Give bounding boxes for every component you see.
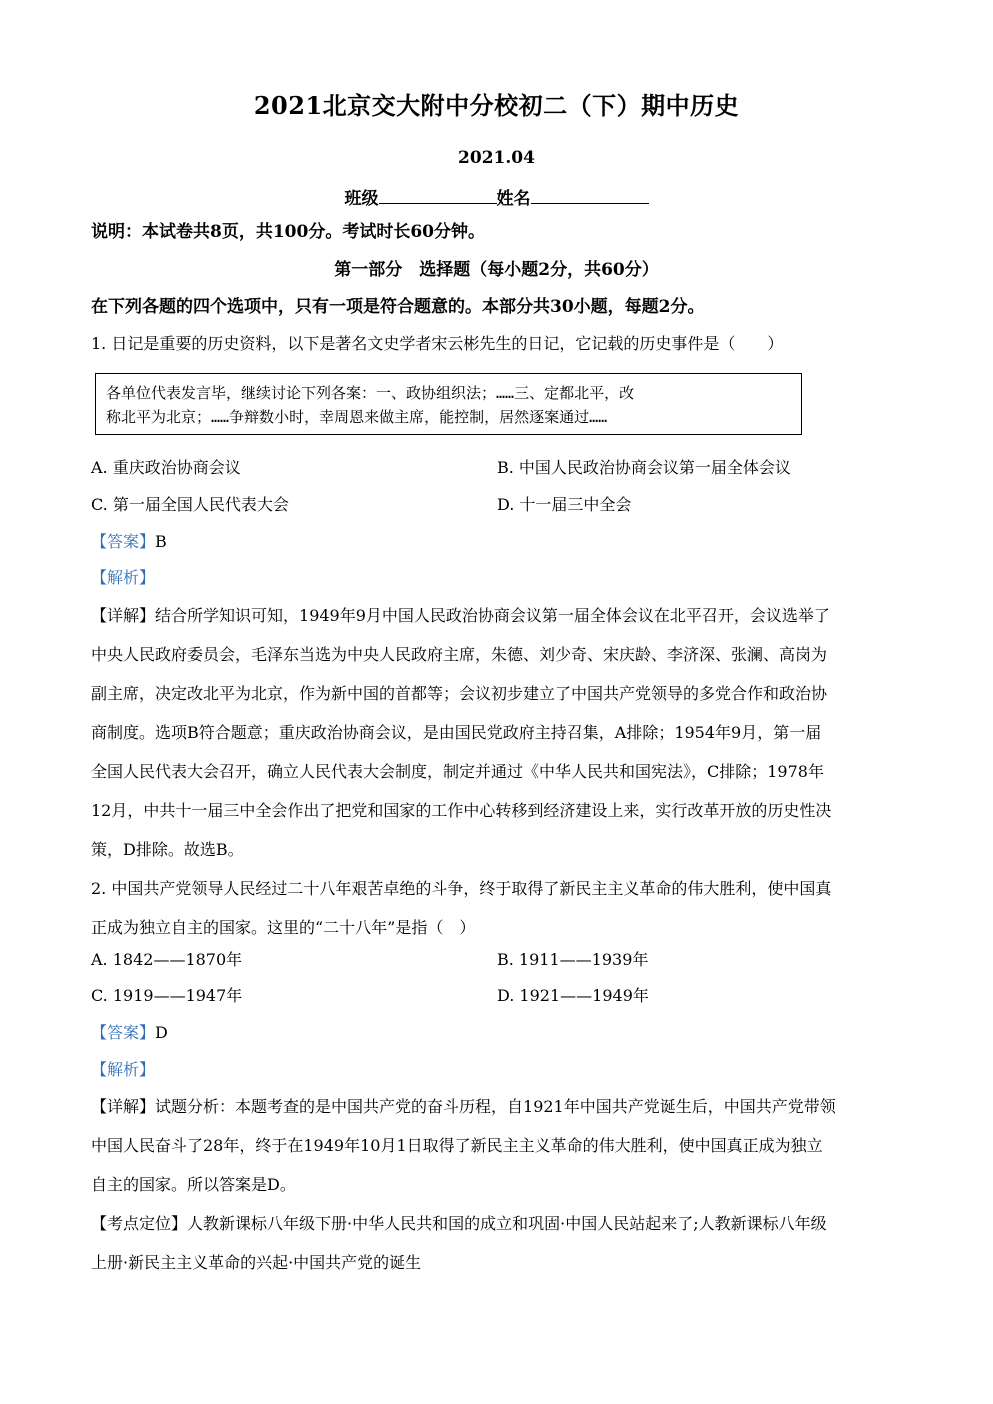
- q1-detail-line: 策，D排除。故选B。: [91, 840, 244, 859]
- q2-detail-line: 自主的国家。所以答案是D。: [91, 1175, 296, 1194]
- q1-detail-label: 【详解】: [91, 606, 156, 625]
- q1-detail-line: 全国人民代表大会召开，确立人民代表大会制度，制定并通过《中华人民共和国宪法》，C排除；1978年: [91, 762, 824, 781]
- q1-detail-line: 12月，中共十一届三中全会作出了把党和国家的工作中心转移到经济建设上来，实行改革开放的历史性决: [91, 801, 832, 820]
- name-label: 姓名: [496, 189, 531, 209]
- q1-stem: 1. 日记是重要的历史资料，以下是著名文史学者宋云彬先生的日记，它记载的历史事件是（ ）: [91, 334, 784, 353]
- q2-kaodian-line: 【考点定位】人教新课标八年级下册·中华人民共和国的成立和巩固·中国人民站起来了;人教新课标八年级: [91, 1214, 827, 1233]
- q2-stem-line: 正成为独立自主的国家。这里的“二十八年”是指（ ）: [91, 918, 476, 937]
- q2-option-b: B. 1911——1939年: [497, 950, 649, 969]
- part1-heading: 第一部分 选择题（每小题2分，共60分）: [334, 260, 659, 280]
- q2-detail-line: 中国人民奋斗了28年，终于在1949年10月1日取得了新民主主义革命的伟大胜利，使中国真正成为独立: [91, 1136, 823, 1155]
- instructions: 说明：本试卷共8页，共100分。考试时长60分钟。: [91, 222, 485, 242]
- q1-quote-line: 称北平为北京；……争辩数小时，幸周恩来做主席，能控制，居然逐案通过……: [106, 408, 608, 426]
- q1-detail-line: 中央人民政府委员会，毛泽东当选为中央人民政府主席，朱德、刘少奇、宋庆龄、李济深、张澜、高岗为: [91, 645, 828, 664]
- part1-intro: 在下列各题的四个选项中，只有一项是符合题意的。本部分共30小题，每题2分。: [91, 297, 705, 317]
- q1-detail: [91, 596, 906, 869]
- q2-detail-label: 【详解】: [91, 1097, 156, 1116]
- q1-answer-value: B: [155, 532, 167, 551]
- q1-option-d: D. 十一届三中全会: [497, 495, 632, 514]
- q2-detail-line: 【详解】试题分析：本题考查的是中国共产党的奋斗历程，自1921年中国共产党诞生后，中国共产党带领: [91, 1097, 836, 1116]
- class-name-fields: [0, 184, 993, 209]
- q1-answer: [91, 531, 167, 553]
- q1-option-c: C. 第一届全国人民代表大会: [91, 495, 289, 514]
- q2-detail: [91, 1087, 906, 1282]
- class-blank[interactable]: [379, 187, 497, 204]
- name-blank[interactable]: [531, 187, 649, 204]
- class-label: 班级: [344, 189, 379, 209]
- q1-answer-label: 【答案】: [91, 532, 156, 551]
- q2-answer-label: 【答案】: [91, 1023, 156, 1042]
- q1-quote-box: [95, 373, 802, 435]
- page-title: 2021北京交大附中分校初二（下）期中历史: [253, 91, 740, 120]
- q2-analysis-label: 【解析】: [91, 1060, 156, 1079]
- q2-answer-value: D: [155, 1023, 168, 1042]
- q1-detail-line: 副主席，决定改北平为北京，作为新中国的首都等；会议初步建立了中国共产党领导的多党合作和政治协: [91, 684, 828, 703]
- q2-option-d: D. 1921——1949年: [497, 986, 649, 1005]
- exam-date: 2021.04: [458, 148, 535, 168]
- q1-detail-line: 【详解】结合所学知识可知，1949年9月中国人民政治协商会议第一届全体会议在北平召开，会议选举了: [91, 606, 830, 625]
- q2-answer: [91, 1022, 168, 1044]
- q2-option-a: A. 1842——1870年: [91, 950, 243, 969]
- q1-detail-line: 商制度。选项B符合题意；重庆政治协商会议，是由国民党政府主持召集，A排除；1954年9月，第一届: [91, 723, 822, 742]
- q2-stem-line: 2. 中国共产党领导人民经过二十八年艰苦卓绝的斗争，终于取得了新民主主义革命的伟大胜利，使中国真: [91, 879, 832, 898]
- q1-quote-line: 各单位代表发言毕，继续讨论下列各案：一、政协组织法；……三、定都北平，改: [106, 384, 635, 402]
- q2-kaodian-label: 【考点定位】: [91, 1214, 188, 1233]
- q1-analysis-label: 【解析】: [91, 568, 156, 587]
- q2-kaodian-line: 上册·新民主主义革命的兴起·中国共产党的诞生: [91, 1253, 422, 1272]
- q2-stem: [91, 869, 906, 947]
- q2-option-c: C. 1919——1947年: [91, 986, 243, 1005]
- q1-option-a: A. 重庆政治协商会议: [91, 458, 241, 477]
- q1-option-b: B. 中国人民政治协商会议第一届全体会议: [497, 458, 791, 477]
